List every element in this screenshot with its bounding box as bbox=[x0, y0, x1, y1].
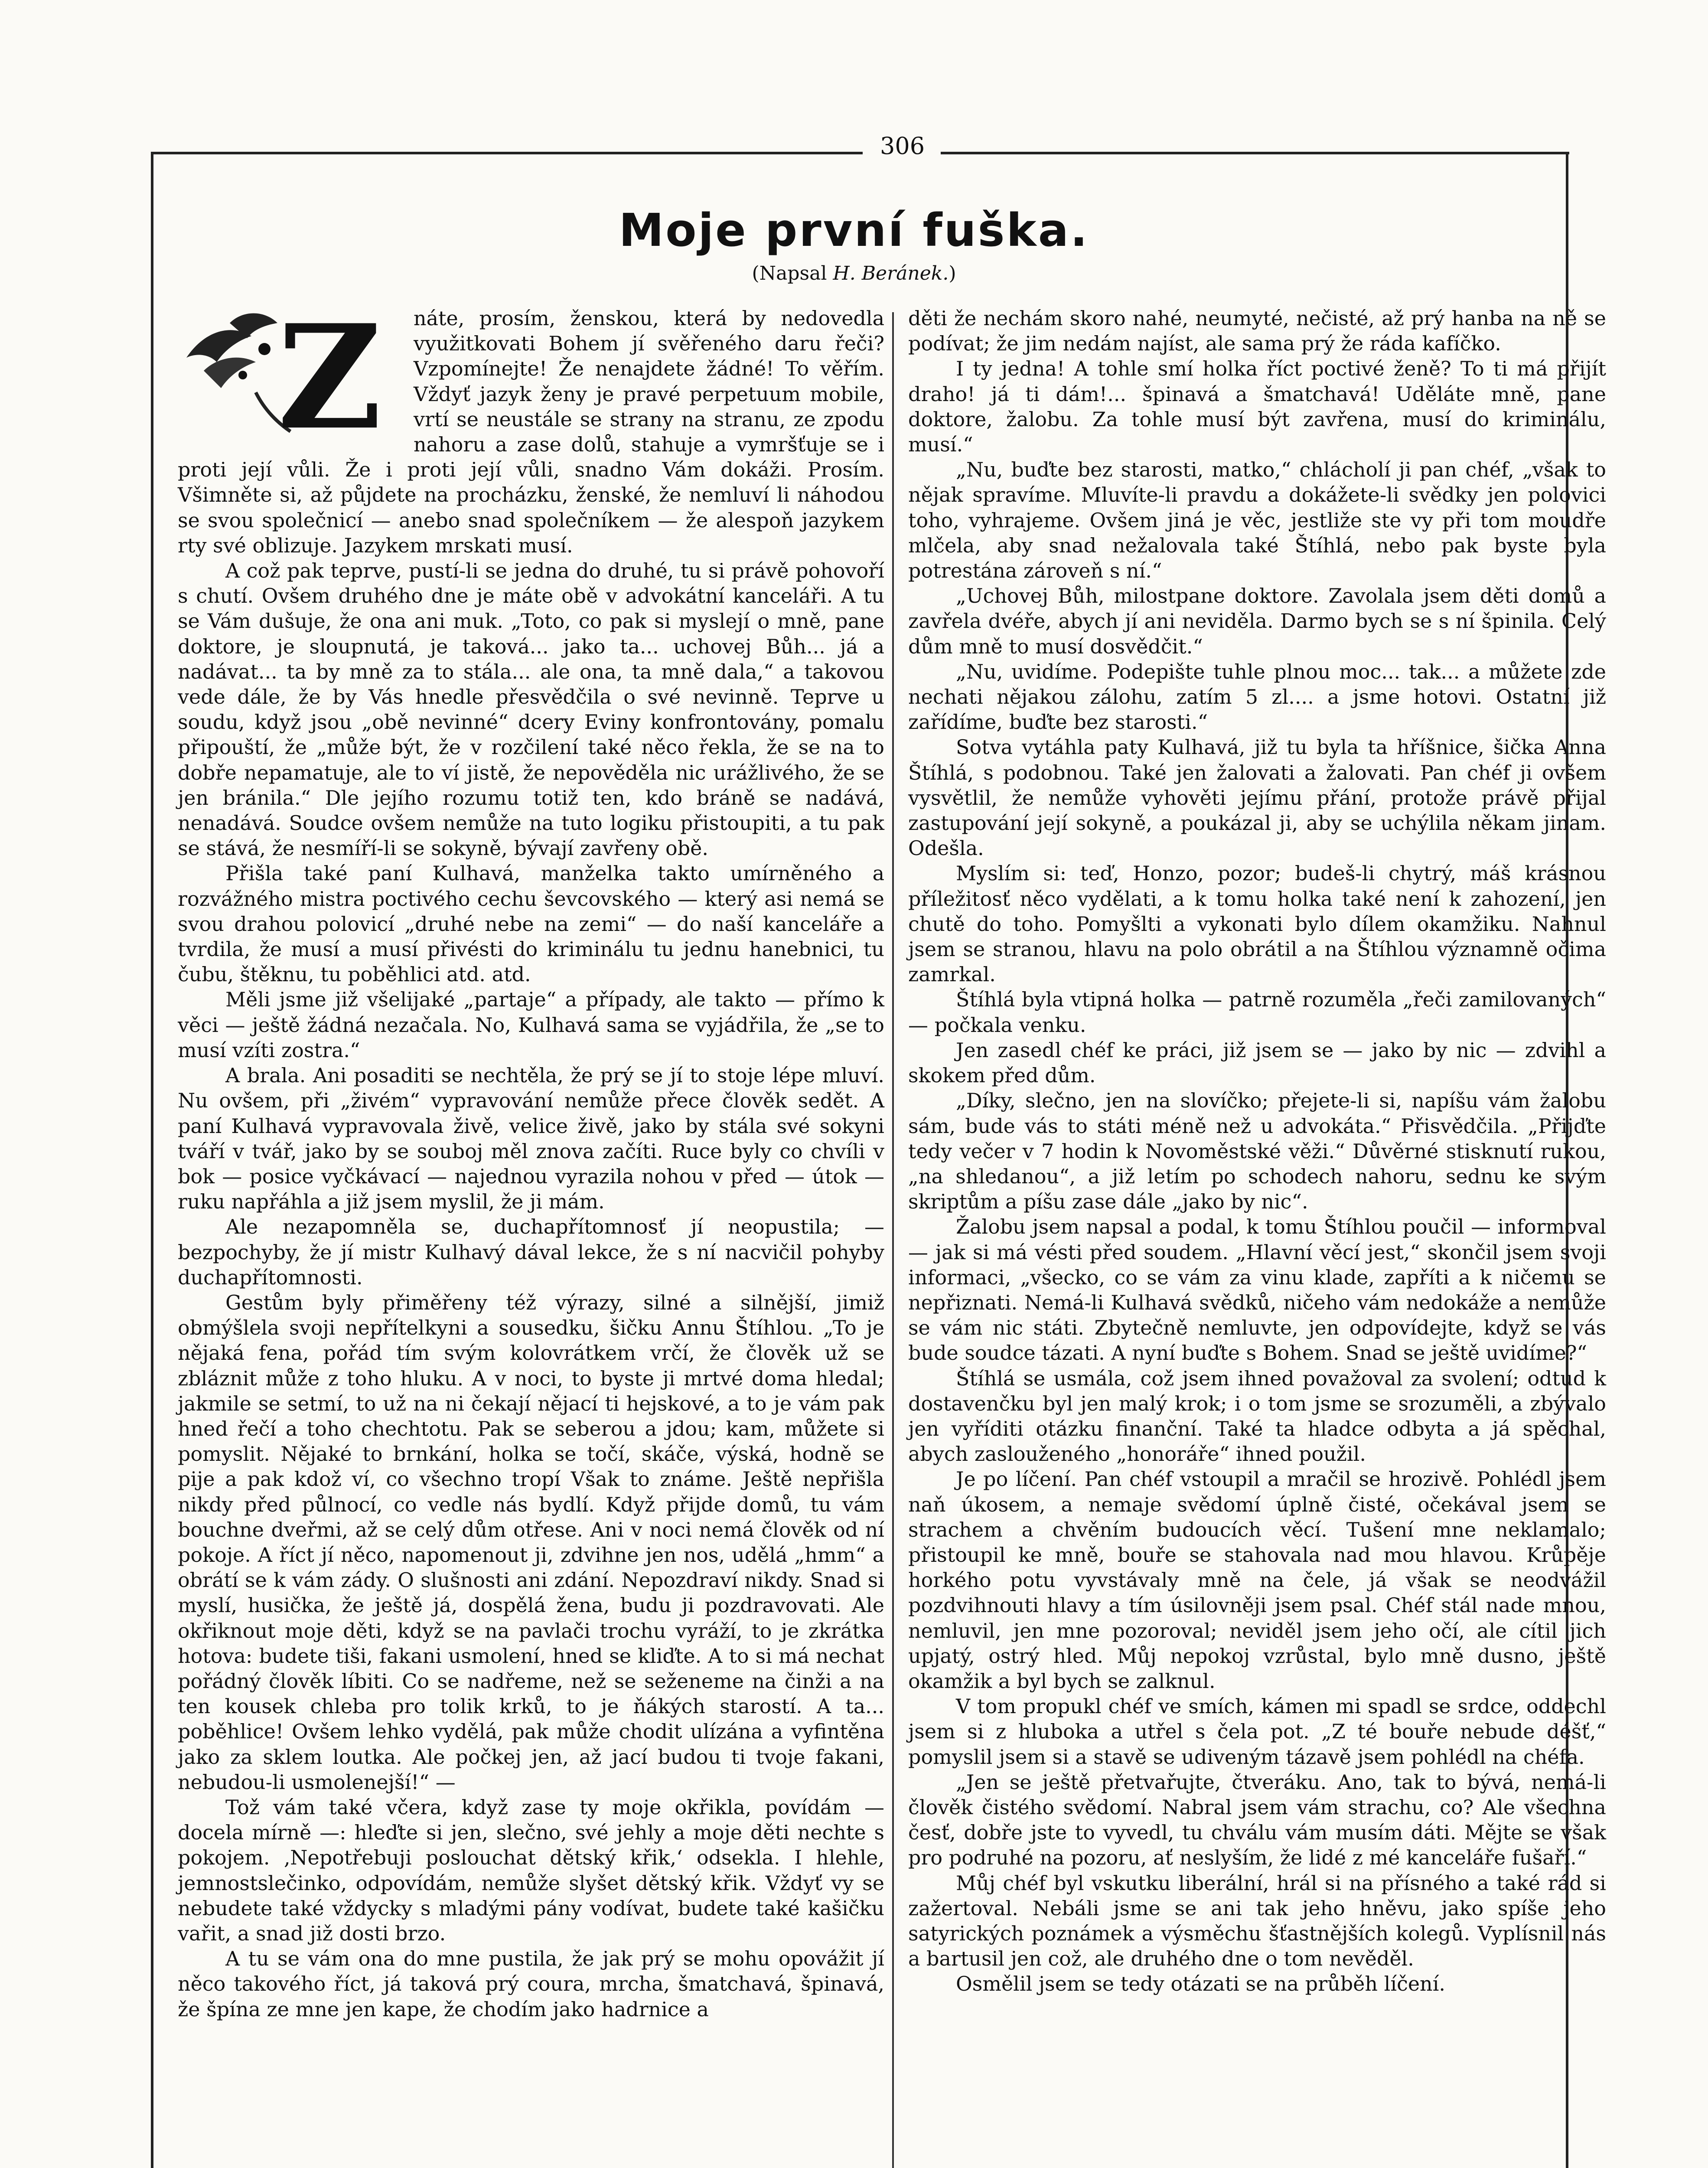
paragraph: Je po líčení. Pan chéf vstoupil a mračil se hrozivě. Pohlédl jsem naň úkosem, a nemaje svědomí úplně čisté, očekával jsem se strachem a chvěním budoucích věcí. Tušení mne neklamalo; přistoupil ke mně, bouře se stahovala nad mou hlavou. Krůpěje horkého potu vyvstávaly mně na čele, já však se neodvážil pozdvihnouti hlavy a tím úsilovněji jsem psal. Chéf stál nade mnou, nemluvil, jen mne pozoroval; neviděl jsem jeho očí, ale cítil jich upjatý, ostrý hled. Můj nepokoj vzrůstal, bylo mně dusno, ještě okamžik a byl bych se zalknul. bbox=[908, 1467, 1606, 1693]
paragraph: „Uchovej Bůh, milostpane doktore. Zavolala jsem děti domů a zavřela dvéře, abych jí ani neviděla. Darmo bych se s ní špinila. Celý dům mně to musí dosvědčit.“ bbox=[908, 584, 1606, 658]
paragraph: Myslím si: teď, Honzo, pozor; budeš-li chytrý, máš krásnou příležitosť něco vydělati, a k tomu holka také není k zahození, jen chutě do toho. Pomyšlti a vykonati bylo dílem okamžiku. Nahnul jsem se stranou, hlavu na polo obrátil a na Štíhlou významně očima zamrkal. bbox=[908, 862, 1606, 986]
paragraph: Gestům byly přiměřeny též výrazy, silné a silnější, jimiž obmýšlela svoji nepřítelkyni a sousedku, šičku Annu Štíhlou. „To je nějaká fena, pořád tím svým kolovrátkem vrčí, že člověk už se zbláznit může z toho hluku. A v noci, to byste ji mrtvé doma hledal; jakmile se setmí, to už na ni čekají nějací ti hejskové, a to je vám pak hned řečí a toho chechtotu. Pak se seberou a jdou; kam, můžete si pomyslit. Nějaké to brnkání, holka se točí, skáče, výská, hodně se pije a pak kdož ví, co všechno tropí Však to známe. Ještě nepřišla nikdy před půlnocí, co vedle nás bydlí. Když přijde domů, tu vám bouchne dveřmi, až se celý dům otřese. Ani v noci nemá člověk od ní pokoje. A říct jí něco, napomenout ji, zdvihne jen nos, udělá „hmm“ a obrátí se k vám zády. O slušnosti ani zdání. Nepozdraví nikdy. Snad si myslí, husička, že ještě já, dospělá žena, budu ji pozdravovati. Ale okřiknout moje děti, když se na pavlači trochu vyráží, to je zkrátka hotova: budete tiši, fakani usmolení, hned se kliďte. A to si má nechat pořádný člověk líbiti. Co se nadřeme, než se seženeme na činži a na ten kousek chleba pro tolik krků, to je ňákých starostí. A ta... poběhlice! Ovšem lehko vydělá, pak může chodit ulízána a vyfintěna jako za sklem loutka. Ale počkej jen, až jací budou ti tvoje fakani, nebudou-li usmolenejší!“ — bbox=[178, 1290, 884, 1794]
drop-cap-letter: Z bbox=[277, 293, 382, 461]
column-divider bbox=[892, 312, 894, 2168]
paragraph: děti že nechám skoro nahé, neumyté, nečisté, až prý hanba na ně se podívat; že jim nedám najíst, ale sama prý že ráda kafíčko. bbox=[908, 307, 1606, 356]
paragraph: Přišla také paní Kulhavá, manželka takto umírněného a rozvážného mistra poctivého cechu ševcovského — který asi nemá se svou drahou polovicí „druhé nebe na zemi“ — do naší kanceláře a tvrdila, že musí a musí přivésti do kriminálu tu jednu hanebnici, tu čubu, štěknu, tu poběhlici atd. atd. bbox=[178, 862, 884, 986]
right-column bbox=[908, 306, 1606, 1997]
paragraph: Osmělil jsem se tedy otázati se na průběh líčení. bbox=[956, 1972, 1446, 1996]
byline-suffix: ) bbox=[949, 262, 956, 284]
paragraph: Jen zasedl chéf ke práci, již jsem se — jako by nic — zdvihl a skokem před dům. bbox=[908, 1038, 1606, 1087]
left-column bbox=[178, 293, 884, 2022]
article-byline bbox=[0, 262, 1708, 284]
byline-prefix: (Napsal bbox=[752, 262, 833, 284]
drop-cap-ornament bbox=[178, 293, 403, 461]
paragraph: „Nu, uvidíme. Podepište tuhle plnou moc... tak... a můžete zde nechati nějakou zálohu, zatím 5 zl.... a jsme hotovi. Ostatní již zařídíme, buďte bez starosti.“ bbox=[908, 660, 1606, 734]
paragraph: A tu se vám ona do mne pustila, že jak prý se mohu opovážit jí něco takového říct, já taková prý coura, mrcha, šmatchavá, špinavá, že špína ze mne jen kape, že chodím jako hadrnice a bbox=[178, 1947, 884, 2021]
paragraph: A což pak teprve, pustí-li se jedna do druhé, tu si právě pohovoří s chutí. Ovšem druhého dne je máte obě v advokátní kanceláři. A tu se Vám dušuje, že ona ani muk. „Toto, co pak si myslejí o mně, pane doktore, je sloupnutá, je taková... jako ta... uchovej Bůh... já a nadávat... ta by mně za to stála... ale ona, ta mně dala,“ a takovou vede dále, že by Vás hnedle přesvědčila o své nevinně. Teprve u soudu, když jsou „obě nevinné“ dcery Eviny konfrontovány, pomalu připouští, že „může být, že v rozčilení také něco řekla, že se na to dobře nepamatuje, ale to ví jistě, že nepověděla nic urážlivého, že se jen bránila.“ Dle jejího rozumu totiž ten, kdo bráně se nadává, nenadává. Soudce ovšem nemůže na tuto logiku přistoupiti, a tu pak se stává, že nesmíří-li se sokyně, bývají zavřeny obě. bbox=[178, 559, 884, 860]
paragraph: „Jen se ještě přetvařujte, čtveráku. Ano, tak to bývá, nemá-li člověk čistého svědomí. Nabral jsem vám strachu, co? Ale všechna česť, dobře jste to vyvedl, tu chválu vám musím dáti. Mějte se však pro podruhé na pozoru, ať neslyším, že lidé z mé kanceláře fušaří.“ bbox=[908, 1770, 1606, 1870]
paragraph: „Nu, buďte bez starosti, matko,“ chlácholí ji pan chéf, „však to nějak spravíme. Mluvíte-li pravdu a dokážete-li svědky jen polovici toho, vyhrajeme. Ovšem jiná je věc, jestliže ste vy při tom moudře mlčela, aby snad nežalovala také Štíhlá, nebo pak byste byla potrestána zároveň s ní.“ bbox=[908, 458, 1606, 583]
paragraph: náte, prosím, ženskou, která by nedovedla využitkovati Bohem jí svěřeného daru řeči? Vzpomínejte! Že nenajdete žádné! To věřím. Vždyť jazyk ženy je pravé perpetuum mobile, vrtí se neustále se strany na stranu, ze zpodu nahoru a zase dolů, stahuje a vymršťuje se i proti její vůli. Že i proti její vůli, snadno Vám dokáži. Prosím. Všimněte si, až půjdete na procházku, ženské, že nemluví li náhodou se svou společnicí — anebo snad společníkem — že alespoň jazykem rty své oblizuje. Jazykem mrskati musí. bbox=[178, 307, 884, 557]
paragraph: Tož vám také včera, když zase ty moje okřikla, povídám — docela mírně —: hleďte si jen, slečno, své jehly a moje děti nechte s pokojem. ‚Nepotřebuji poslouchat dětský křik,‘ odsekla. I hlehle, jemnostslečinko, odpovídám, nemůže slyšet dětský křik. Vždyť vy se nebudete také vždycky s mladými pány vodívat, budete také kašičku vařit, a snad již dosti brzo. bbox=[178, 1795, 884, 1945]
paragraph: Štíhlá se usmála, což jsem ihned považoval za svolení; odtud k dostavenčku byl jen malý krok; i o tom jsme se srozuměli, a zbývalo jen vyříditi otázku finanční. Také ta hladce odbyta a já spěchal, abych zaslouženého „honoráře“ ihned použil. bbox=[908, 1366, 1606, 1466]
paragraph: Můj chéf byl vskutku liberální, hrál si na přísného a také rád si zažertoval. Nebáli jsme se ani tak jeho hněvu, jako spíše jeho satyrických poznámek a výsměchu šťastnějších kolegů. Vyplísnil nás a bartusil jen což, ale druhého dne o tom nevěděl. bbox=[908, 1871, 1606, 1971]
paragraph: A brala. Ani posaditi se nechtěla, že prý se jí to stoje lépe mluví. Nu ovšem, při „živém“ vypravování nemůže přece člověk sedět. A paní Kulhavá vypravovala živě, velice živě, jako by stála své sokyni tváří v tvář, jako by se souboj měl znova začíti. Ruce byly co chvíli v bok — posice vyčkávací — najednou vyrazila nohou v před — útok — ruku napřáhla a již jsem myslil, že ji mám. bbox=[178, 1064, 884, 1214]
byline-author: H. Beránek. bbox=[833, 262, 949, 284]
paragraph: „Díky, slečno, jen na slovíčko; přejete-li si, napíšu vám žalobu sám, bude vás to státi méně než u advokáta.“ Přisvědčila. „Přijďte tedy večer v 7 hodin k Novoměstské věži.“ Důvěrné stisknutí rukou, „na shledanou“, a již letím po schodech nahoru, sednu ke svým skriptům a píšu zase dále „jako by nic“. bbox=[908, 1089, 1606, 1214]
article-title: Moje první fuška. bbox=[619, 204, 1089, 257]
paragraph: I ty jedna! A tohle smí holka říct poctivé ženě? To ti má přijít draho! já ti dám!... špinavá a šmatchavá! Uděláte mně, pane doktore, žalobu. Za tohle musí být zavřena, musí do kriminálu, musí.“ bbox=[908, 357, 1606, 457]
paragraph: Ale nezapomněla se, duchapřítomnosť jí neopustila; — bezpochyby, že jí mistr Kulhavý dával lekce, že s ní nacvičil pohyby duchapřítomnosti. bbox=[178, 1215, 884, 1289]
paragraph: Měli jsme již všelijaké „partaje“ a případy, ale takto — přímo k věci — ještě žádná nezačala. No, Kulhavá sama se vyjádřila, že „se to musí vzíti zostra.“ bbox=[178, 988, 884, 1062]
paragraph: Sotva vytáhla paty Kulhavá, již tu byla ta hříšnice, šička Anna Štíhlá, s podobnou. Také jen žalovati a žalovati. Pan chéf ji ovšem vysvětlil, že nemůže vyhověti jejímu přání, protože právě přijal zastupování její sokyně, a poukázal ji, aby se uchýlila někam jinam. Odešla. bbox=[908, 735, 1606, 860]
paragraph: V tom propukl chéf ve smích, kámen mi spadl se srdce, oddechl jsem si z hluboka a utřel s čela pot. „Z té bouře nebude déšť,“ pomyslil jsem si a stavě se udiveným tázavě jsem pohlédl na chéfa. bbox=[908, 1695, 1606, 1769]
paragraph: Žalobu jsem napsal a podal, k tomu Štíhlou poučil — informoval — jak si má vésti před soudem. „Hlavní věcí jest,“ skončil jsem svoji informaci, „všecko, co se vám za vinu klade, zapříti a k ničemu se nepřiznati. Nemá-li Kulhavá svědků, ničeho vám nedokáže a nemůže se vám nic státi. Zbytečně nemluvte, jen odpovídejte, když se vás bude soudce tázati. A nyní buďte s Bohem. Snad se ještě uvidíme?“ bbox=[908, 1215, 1606, 1365]
paragraph: Štíhlá byla vtipná holka — patrně rozuměla „řeči zamilovaných“ — počkala venku. bbox=[908, 988, 1606, 1037]
page-number: 306 bbox=[880, 132, 925, 160]
